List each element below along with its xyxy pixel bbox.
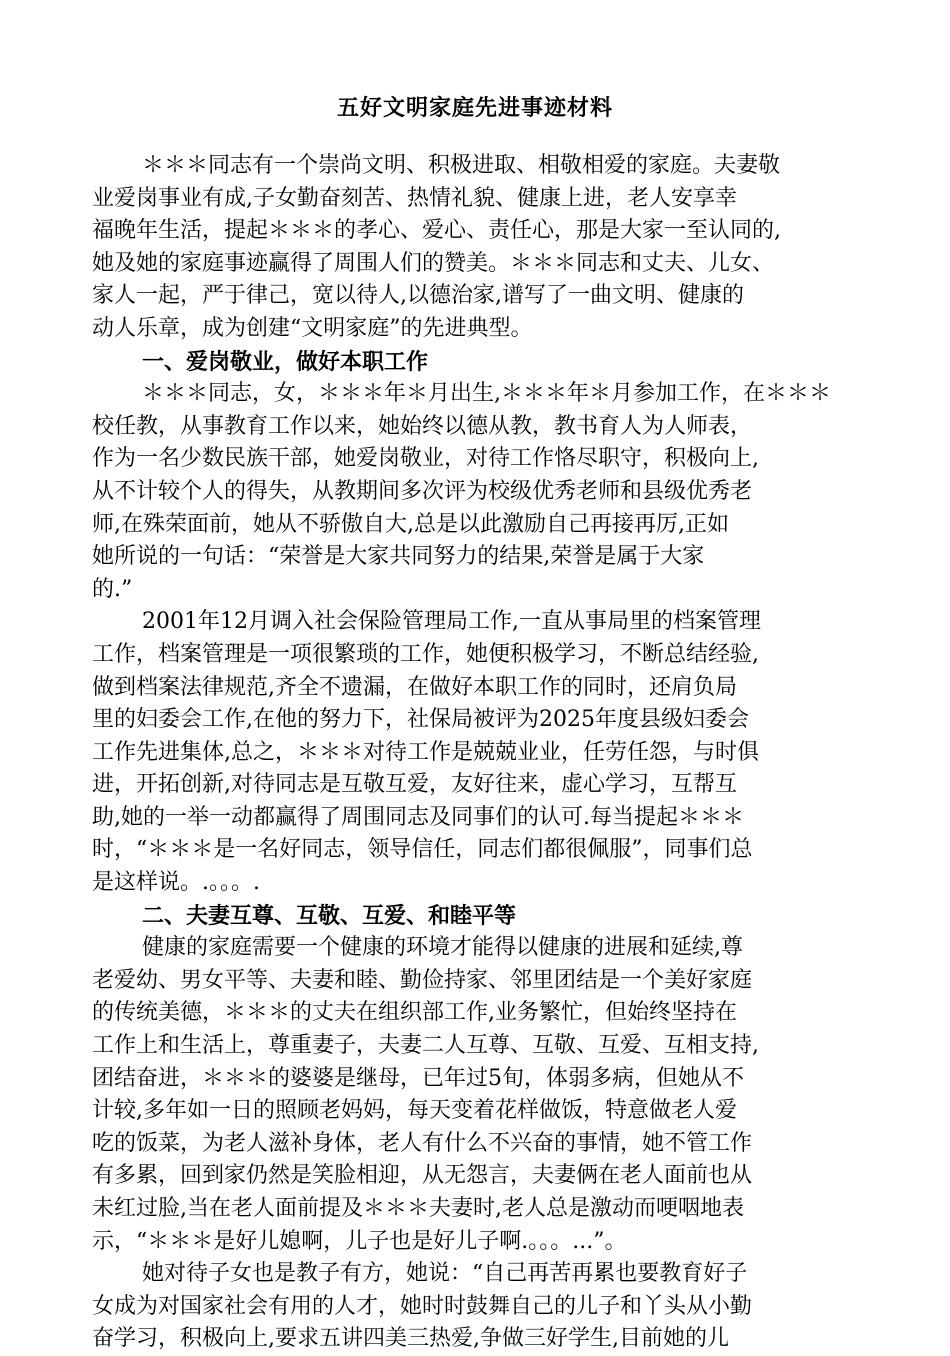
- paragraph-line: 她所说的一句话：“荣誉是大家共同努力的结果,荣誉是属于大家: [92, 544, 705, 570]
- paragraph-line: 健康的家庭需要一个健康的环境才能得以健康的进展和延续,尊: [142, 935, 743, 961]
- paragraph-line: 吃的饭菜，为老人滋补身体，老人有什么不兴奋的事情，她不管工作: [92, 1130, 753, 1156]
- section-heading: 二、夫妻互尊、互敬、互爱、和睦平等: [142, 902, 517, 929]
- paragraph-line: 动人乐章，成为创建“文明家庭”的先进典型。: [92, 315, 533, 341]
- paragraph-line: 团结奋进，＊＊＊的婆婆是继母，已年过5旬，体弱多病，但她从不: [92, 1065, 744, 1091]
- paragraph-line: 工作上和生活上，尊重妻子，夫妻二人互尊、互敬、互爱、互相支持,: [92, 1033, 759, 1059]
- paragraph-line: ＊＊＊同志，女，＊＊＊年＊月出生,＊＊＊年＊月参加工作，在＊＊＊: [142, 381, 831, 407]
- paragraph-line: 计较,多年如一日的照顾老妈妈，每天变着花样做饭，特意做老人爱: [92, 1098, 737, 1124]
- paragraph-line: 师,在殊荣面前，她从不骄傲自大,总是以此激励自己再接再厉,正如: [92, 511, 729, 537]
- paragraph-line: 老爱幼、男女平等、夫妻和睦、勤俭持家、邻里团结是一个美好家庭: [92, 967, 753, 993]
- paragraph-line: 校任教，从事教育工作以来，她始终以德从教，教书育人为人师表，: [92, 413, 753, 439]
- document-title: 五好文明家庭先进事迹材料: [336, 95, 613, 121]
- paragraph-line: 做到档案法律规范,齐全不遗漏，在做好本职工作的同时，还肩负局: [92, 674, 737, 700]
- paragraph-line: 业爱岗事业有成,子女勤奋刻苦、热情礼貌、健康上进，老人安享幸: [92, 185, 737, 211]
- paragraph-line: 未红过脸,当在老人面前提及＊＊＊夫妻时,老人总是激动而哽咽地表: [92, 1196, 744, 1221]
- paragraph-line: 工作，档案管理是一项很繁琐的工作，她便积极学习，不断总结经验,: [92, 641, 759, 667]
- paragraph-line: 进，开拓创新,对待同志是互敬互爱，友好往来，虚心学习，互帮互: [92, 772, 737, 798]
- paragraph-line: 助,她的一举一动都赢得了周围同志及同事们的认可.每当提起＊＊＊: [92, 804, 744, 830]
- paragraph-line: 女成为对国家社会有用的人才，她时时鼓舞自己的儿子和丫头从小勤: [92, 1293, 753, 1319]
- paragraph-line: 的传统美德，＊＊＊的丈夫在组织部工作,业务繁忙，但始终坚持在: [92, 1000, 737, 1026]
- paragraph-line: 她对待子女也是教子有方，她说：“自己再苦再累也要教育好子: [142, 1261, 748, 1287]
- paragraph-line: 她及她的家庭事迹赢得了周围人们的赞美。＊＊＊同志和丈夫、儿女、: [92, 250, 775, 276]
- paragraph-line: 福晚年生活，提起＊＊＊的孝心、爱心、责任心，那是大家一至认同的,: [92, 218, 781, 244]
- paragraph-line: 工作先进集体,总之，＊＊＊对待工作是兢兢业业，任劳任怨，与时俱: [92, 739, 759, 765]
- paragraph-line: 作为一名少数民族干部，她爱岗敬业，对待工作恪尽职守，积极向上,: [92, 446, 759, 472]
- paragraph-line: 家人一起，严于律己，宽以待人,以德治家,谱写了一曲文明、健康的: [92, 283, 744, 309]
- paragraph-line: 示，“＊＊＊是好儿媳啊，儿子也是好儿子啊.。。。...”。: [92, 1228, 627, 1254]
- paragraph-line: 时，“＊＊＊是一名好同志，领导信任，同志们都很佩服”，同事们总: [92, 837, 753, 863]
- paragraph-line: 从不计较个人的得失，从教期间多次评为校级优秀老师和县级优秀老: [92, 478, 753, 504]
- paragraph-line: ＊＊＊同志有一个崇尚文明、积极进取、相敬相爱的家庭。夫妻敬: [142, 153, 781, 178]
- paragraph-line: 里的妇委会工作,在他的努力下，社保局被评为2025年度县级妇委会: [92, 707, 749, 733]
- document-body: [92, 150, 872, 1356]
- paragraph-line: 奋学习，积极向上,要求五讲四美三热爱,争做三好学生,目前她的儿: [92, 1326, 729, 1352]
- section-heading: 一、爱岗敬业，做好本职工作: [142, 348, 429, 375]
- paragraph-line: 是这样说。.。。。.: [92, 870, 260, 896]
- paragraph-line: 2001年12月调入社会保险管理局工作,一直从事局里的档案管理: [142, 609, 761, 635]
- paragraph-line: 的.”: [92, 576, 133, 602]
- paragraph-line: 有多累，回到家仍然是笑脸相迎，从无怨言，夫妻俩在老人面前也从: [92, 1163, 753, 1189]
